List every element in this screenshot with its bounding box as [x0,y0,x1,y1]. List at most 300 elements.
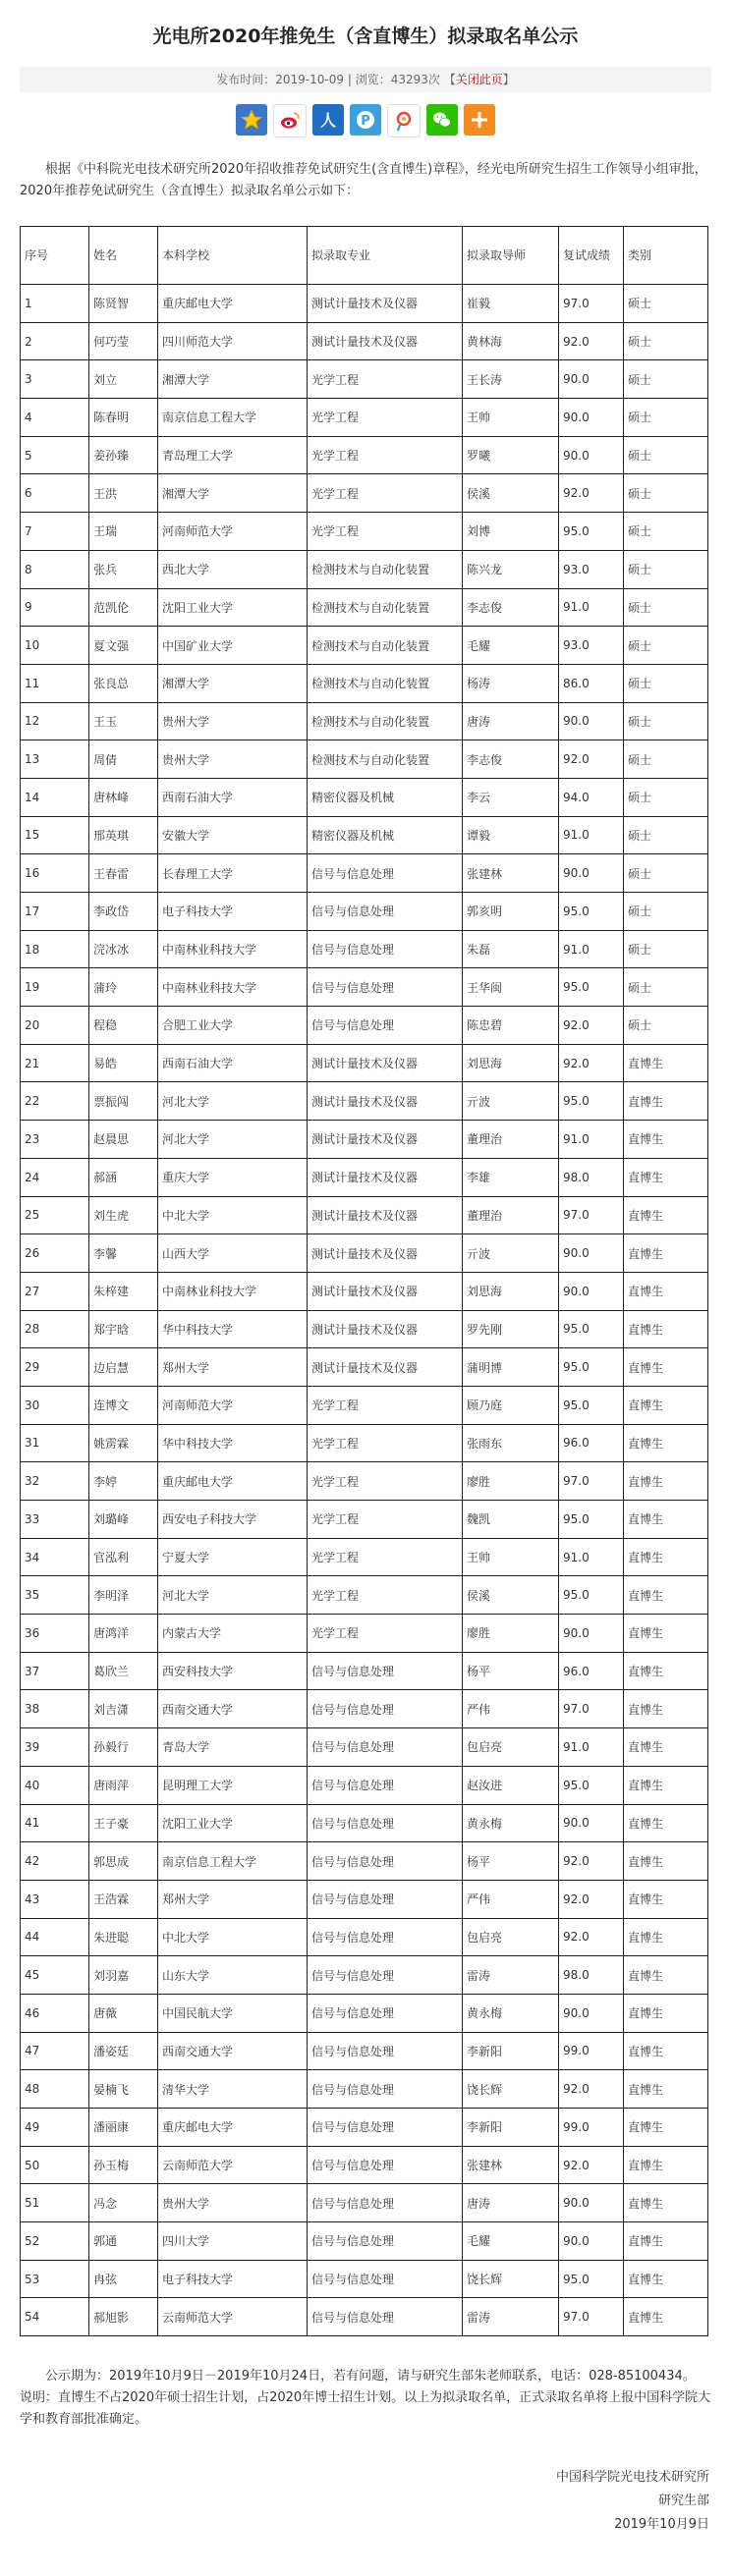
cell-index: 18 [21,930,89,968]
table-row [21,664,708,702]
cell-advisor: 饶长辉 [463,2260,559,2298]
cell-school: 安徽大学 [158,816,308,854]
cell-school: 湘潭大学 [158,474,308,513]
cell-score: 90.0 [559,1234,624,1273]
table-row [21,588,708,627]
col-header-score: 复试成绩 [559,227,624,285]
cell-index: 15 [21,816,89,854]
cell-advisor: 罗曦 [463,436,559,474]
cell-score: 92.0 [559,322,624,360]
cell-category: 直博生 [624,1804,708,1842]
cell-name: 范凯伦 [89,588,158,627]
cell-advisor: 王帅 [463,1538,559,1576]
cell-advisor: 顾乃庭 [463,1386,559,1424]
cell-school: 云南师范大学 [158,2146,308,2184]
cell-school: 合肥工业大学 [158,1007,308,1045]
cell-major: 精密仪器及机械 [308,816,463,854]
cell-major: 精密仪器及机械 [308,778,463,816]
cell-category: 直博生 [624,1880,708,1918]
cell-school: 宁夏大学 [158,1538,308,1576]
cell-name: 程稳 [89,1007,158,1045]
cell-index: 29 [21,1348,89,1387]
cell-school: 中南林业科技大学 [158,930,308,968]
cell-index: 37 [21,1652,89,1690]
cell-major: 信号与信息处理 [308,968,463,1007]
cell-advisor: 侯溪 [463,474,559,513]
cell-advisor: 刘思海 [463,1272,559,1310]
cell-category: 直博生 [624,2184,708,2222]
cell-school: 山东大学 [158,1956,308,1995]
admission-table [20,226,708,2336]
cell-score: 90.0 [559,854,624,893]
cell-category: 直博生 [624,1576,708,1615]
cell-score: 95.0 [559,1766,624,1804]
cell-category: 直博生 [624,1121,708,1159]
cell-category: 直博生 [624,2298,708,2336]
cell-category: 硕士 [624,322,708,360]
pengyou-icon[interactable] [350,104,381,136]
cell-major: 信号与信息处理 [308,2298,463,2336]
cell-school: 中北大学 [158,1918,308,1956]
cell-major: 信号与信息处理 [308,2222,463,2261]
cell-school: 郑州大学 [158,1348,308,1387]
svg-text:人: 人 [319,111,337,130]
cell-major: 信号与信息处理 [308,1842,463,1881]
cell-advisor: 王长涛 [463,360,559,399]
table-row [21,1007,708,1045]
cell-index: 8 [21,550,89,588]
cell-advisor: 雷涛 [463,2298,559,2336]
cell-score: 97.0 [559,285,624,323]
cell-advisor: 刘思海 [463,1044,559,1082]
cell-name: 王浩霖 [89,1880,158,1918]
cell-school: 郑州大学 [158,1880,308,1918]
cell-category: 硕士 [624,664,708,702]
cell-category: 直博生 [624,1538,708,1576]
cell-advisor: 陈兴龙 [463,550,559,588]
cell-category: 直博生 [624,1196,708,1234]
table-row [21,1386,708,1424]
table-row [21,2222,708,2261]
table-row [21,2032,708,2070]
cell-major: 检测技术与自动化装置 [308,588,463,627]
table-row [21,360,708,399]
cell-index: 6 [21,474,89,513]
cell-school: 西安科技大学 [158,1652,308,1690]
cell-major: 信号与信息处理 [308,854,463,893]
cell-category: 直博生 [624,1310,708,1348]
cell-school: 山西大学 [158,1234,308,1273]
cell-advisor: 饶长辉 [463,2070,559,2109]
cell-category: 硕士 [624,930,708,968]
cell-index: 28 [21,1310,89,1348]
cell-name: 何巧莹 [89,322,158,360]
cell-school: 清华大学 [158,2070,308,2109]
cell-name: 王玉 [89,702,158,740]
cell-major: 光学工程 [308,360,463,399]
table-row [21,436,708,474]
table-row [21,1462,708,1501]
cell-major: 测试计量技术及仪器 [308,1044,463,1082]
cell-major: 测试计量技术及仪器 [308,1196,463,1234]
table-row [21,816,708,854]
cell-school: 西安电子科技大学 [158,1501,308,1539]
cell-name: 孙毅行 [89,1728,158,1767]
cell-school: 南京信息工程大学 [158,399,308,437]
close-page-link[interactable]: 关闭此页 [455,73,503,86]
cell-index: 20 [21,1007,89,1045]
cell-name: 票振闯 [89,1082,158,1121]
table-row [21,2184,708,2222]
table-row [21,1994,708,2032]
cell-advisor: 杨平 [463,1842,559,1881]
cell-major: 测试计量技术及仪器 [308,1158,463,1196]
cell-score: 95.0 [559,1576,624,1615]
cell-name: 张兵 [89,550,158,588]
cell-name: 连博文 [89,1386,158,1424]
table-row [21,1196,708,1234]
share-bar [0,104,731,137]
cell-score: 93.0 [559,550,624,588]
cell-category: 直博生 [624,1424,708,1462]
cell-score: 92.0 [559,1044,624,1082]
cell-advisor: 魏凯 [463,1501,559,1539]
cell-score: 90.0 [559,1994,624,2032]
cell-major: 信号与信息处理 [308,2070,463,2109]
cell-index: 34 [21,1538,89,1576]
view-count: 浏览：43293次 [355,73,440,86]
cell-major: 信号与信息处理 [308,1804,463,1842]
table-row [21,1956,708,1995]
cell-advisor: 严伟 [463,1880,559,1918]
table-row [21,778,708,816]
cell-index: 22 [21,1082,89,1121]
table-row [21,285,708,323]
cell-major: 信号与信息处理 [308,2260,463,2298]
cell-score: 95.0 [559,513,624,551]
table-body [21,285,708,2336]
cell-score: 98.0 [559,1158,624,1196]
cell-category: 硕士 [624,778,708,816]
renren-icon[interactable] [312,104,344,136]
cell-major: 检测技术与自动化装置 [308,702,463,740]
cell-major: 光学工程 [308,1424,463,1462]
page-title: 光电所2020年推免生（含直博生）拟录取名单公示 [152,26,579,47]
cell-school: 重庆邮电大学 [158,285,308,323]
cell-category: 硕士 [624,513,708,551]
cell-score: 90.0 [559,399,624,437]
cell-name: 孙玉梅 [89,2146,158,2184]
cell-category: 硕士 [624,816,708,854]
cell-index: 5 [21,436,89,474]
meta-separator: | [347,73,356,86]
cell-school: 重庆大学 [158,1158,308,1196]
cell-score: 92.0 [559,1007,624,1045]
cell-major: 信号与信息处理 [308,2032,463,2070]
cell-advisor: 罗先刚 [463,1310,559,1348]
cell-category: 直博生 [624,1082,708,1121]
cell-index: 25 [21,1196,89,1234]
cell-category: 直博生 [624,1386,708,1424]
cell-school: 中国矿业大学 [158,627,308,665]
table-row [21,2070,708,2109]
cell-school: 西南石油大学 [158,1044,308,1082]
close-bracket-open: 【 [443,73,456,86]
cell-category: 直博生 [624,2070,708,2109]
cell-index: 45 [21,1956,89,1995]
cell-school: 西南交通大学 [158,2032,308,2070]
cell-advisor: 唐涛 [463,702,559,740]
cell-category: 硕士 [624,436,708,474]
cell-name: 葛欣兰 [89,1652,158,1690]
cell-category: 直博生 [624,1044,708,1082]
cell-index: 43 [21,1880,89,1918]
table-row [21,627,708,665]
table-row [21,1272,708,1310]
table-row [21,893,708,931]
cell-name: 王洪 [89,474,158,513]
table-row [21,399,708,437]
cell-school: 贵州大学 [158,2184,308,2222]
cell-category: 硕士 [624,893,708,931]
cell-major: 检测技术与自动化装置 [308,664,463,702]
more-plus-icon[interactable] [464,104,495,136]
cell-name: 边启慧 [89,1348,158,1387]
cell-advisor: 张建林 [463,854,559,893]
cell-category: 直博生 [624,1728,708,1767]
cell-school: 长春理工大学 [158,854,308,893]
cell-advisor: 毛耀 [463,2222,559,2261]
cell-index: 9 [21,588,89,627]
cell-advisor: 黄林海 [463,322,559,360]
cell-index: 46 [21,1994,89,2032]
notice-period: 公示期为：2019年10月9日－2019年10月24日，若有问题，请与研究生部朱老师联系，电话：028-85100434。 [45,2369,696,2384]
cell-major: 信号与信息处理 [308,2184,463,2222]
table-row [21,702,708,740]
cell-advisor: 刘博 [463,513,559,551]
cell-name: 易皓 [89,1044,158,1082]
cell-name: 陈贤智 [89,285,158,323]
cell-name: 晏楠飞 [89,2070,158,2109]
cell-index: 39 [21,1728,89,1767]
cell-major: 光学工程 [308,436,463,474]
close-bracket-close: 】 [502,73,515,86]
cell-index: 12 [21,702,89,740]
cell-category: 硕士 [624,285,708,323]
cell-school: 青岛大学 [158,1728,308,1767]
cell-index: 13 [21,740,89,779]
table-row [21,1766,708,1804]
cell-advisor: 李志俊 [463,740,559,779]
table-row [21,322,708,360]
qzone-star-icon[interactable] [236,104,267,136]
cell-category: 硕士 [624,474,708,513]
cell-major: 信号与信息处理 [308,1690,463,1728]
cell-advisor: 陈忠碧 [463,1007,559,1045]
cell-index: 7 [21,513,89,551]
cell-major: 测试计量技术及仪器 [308,1310,463,1348]
cell-score: 92.0 [559,740,624,779]
cell-school: 西南交通大学 [158,1690,308,1728]
cell-index: 51 [21,2184,89,2222]
cell-major: 光学工程 [308,1501,463,1539]
table-row [21,1690,708,1728]
cell-major: 测试计量技术及仪器 [308,1348,463,1387]
wechat-icon[interactable] [426,104,458,136]
cell-index: 36 [21,1615,89,1653]
cell-major: 信号与信息处理 [308,1880,463,1918]
cell-name: 唐雨萍 [89,1766,158,1804]
cell-school: 电子科技大学 [158,893,308,931]
cell-advisor: 王帅 [463,399,559,437]
table-row [21,1310,708,1348]
cell-school: 湘潭大学 [158,664,308,702]
cell-index: 10 [21,627,89,665]
cell-score: 95.0 [559,1310,624,1348]
cell-school: 贵州大学 [158,740,308,779]
cell-score: 91.0 [559,1121,624,1159]
cell-school: 河南师范大学 [158,513,308,551]
cell-score: 95.0 [559,1082,624,1121]
cell-score: 97.0 [559,1690,624,1728]
notice-note: 说明：直博生不占2020年硕士招生计划，占2020年博士招生计划。以上为拟录取名单，正式录取名单将上报中国科学院大学和教育部批准确定。 [20,2390,711,2428]
cell-name: 刘吉潇 [89,1690,158,1728]
cell-name: 潘姿廷 [89,2032,158,2070]
cell-score: 91.0 [559,588,624,627]
cell-name: 冯念 [89,2184,158,2222]
cell-category: 直博生 [624,1690,708,1728]
col-header-school: 本科学校 [158,227,308,285]
cell-school: 贵州大学 [158,702,308,740]
cell-score: 95.0 [559,2260,624,2298]
col-header-major: 拟录取专业 [308,227,463,285]
table-header-row [21,227,708,285]
cell-major: 光学工程 [308,1538,463,1576]
cell-index: 3 [21,360,89,399]
cell-name: 李明泽 [89,1576,158,1615]
cell-category: 直博生 [624,1501,708,1539]
table-row [21,1121,708,1159]
cell-category: 硕士 [624,702,708,740]
cell-advisor: 毛耀 [463,627,559,665]
cell-category: 直博生 [624,1956,708,1995]
cell-school: 华中科技大学 [158,1424,308,1462]
cell-index: 1 [21,285,89,323]
cell-school: 昆明理工大学 [158,1766,308,1804]
cell-advisor: 亓波 [463,1082,559,1121]
cell-major: 光学工程 [308,1462,463,1501]
signature-date: 2019年10月9日 [614,2517,709,2533]
cell-advisor: 王华闽 [463,968,559,1007]
table-row [21,1501,708,1539]
cell-major: 信号与信息处理 [308,2146,463,2184]
cell-school: 电子科技大学 [158,2260,308,2298]
cell-score: 90.0 [559,360,624,399]
cell-school: 南京信息工程大学 [158,1842,308,1881]
cell-advisor: 包启亮 [463,1918,559,1956]
cell-category: 直博生 [624,2260,708,2298]
cell-school: 中南林业科技大学 [158,1272,308,1310]
cell-school: 沈阳工业大学 [158,588,308,627]
cell-name: 冉弦 [89,2260,158,2298]
cell-school: 湘潭大学 [158,360,308,399]
cell-category: 直博生 [624,1918,708,1956]
table-row [21,2109,708,2147]
cell-major: 光学工程 [308,1615,463,1653]
cell-score: 90.0 [559,436,624,474]
cell-category: 直博生 [624,1766,708,1804]
cell-index: 26 [21,1234,89,1273]
intro-paragraph: 根据《中科院光电技术研究所2020年招收推荐免试研究生(含直博生)章程》，经光电所研究生招生工作领导小组审批，2020年推荐免试研究生（含直博生）拟录取名单公示如下： [20,162,707,198]
cell-advisor: 张雨东 [463,1424,559,1462]
table-row [21,1652,708,1690]
cell-category: 直博生 [624,1158,708,1196]
cell-school: 河北大学 [158,1121,308,1159]
cell-school: 四川师范大学 [158,322,308,360]
cell-school: 内蒙古大学 [158,1615,308,1653]
table-row [21,1158,708,1196]
cell-score: 90.0 [559,1272,624,1310]
cell-advisor: 蒲明博 [463,1348,559,1387]
cell-name: 唐林峰 [89,778,158,816]
cell-score: 97.0 [559,2298,624,2336]
table-row [21,474,708,513]
table-row [21,1918,708,1956]
cell-major: 信号与信息处理 [308,1007,463,1045]
table-row [21,1880,708,1918]
cell-category: 硕士 [624,550,708,588]
table-row [21,1615,708,1653]
cell-score: 91.0 [559,930,624,968]
cell-index: 48 [21,2070,89,2109]
table-row [21,550,708,588]
cell-name: 张良总 [89,664,158,702]
cell-name: 王子豪 [89,1804,158,1842]
cell-name: 唐薇 [89,1994,158,2032]
cell-score: 95.0 [559,1386,624,1424]
signature-block [0,2466,709,2537]
cell-advisor: 谭毅 [463,816,559,854]
cell-major: 检测技术与自动化装置 [308,627,463,665]
cell-index: 17 [21,893,89,931]
cell-category: 直博生 [624,1348,708,1387]
cell-category: 直博生 [624,2032,708,2070]
svg-text:P: P [361,114,370,129]
cell-major: 信号与信息处理 [308,2109,463,2147]
cell-name: 夏文强 [89,627,158,665]
tencent-weibo-icon[interactable] [387,104,421,137]
cell-name: 李婷 [89,1462,158,1501]
cell-index: 2 [21,322,89,360]
cell-index: 49 [21,2109,89,2147]
cell-advisor: 包启亮 [463,1728,559,1767]
cell-advisor: 朱磊 [463,930,559,968]
weibo-icon[interactable] [273,104,307,137]
cell-advisor: 赵汝进 [463,1766,559,1804]
cell-index: 21 [21,1044,89,1082]
cell-school: 重庆邮电大学 [158,1462,308,1501]
cell-index: 4 [21,399,89,437]
cell-index: 52 [21,2222,89,2261]
cell-advisor: 李新阳 [463,2109,559,2147]
cell-major: 测试计量技术及仪器 [308,1234,463,1273]
cell-major: 信号与信息处理 [308,1994,463,2032]
cell-school: 河北大学 [158,1082,308,1121]
cell-school: 云南师范大学 [158,2298,308,2336]
cell-index: 16 [21,854,89,893]
cell-school: 河南师范大学 [158,1386,308,1424]
cell-name: 邢英琪 [89,816,158,854]
